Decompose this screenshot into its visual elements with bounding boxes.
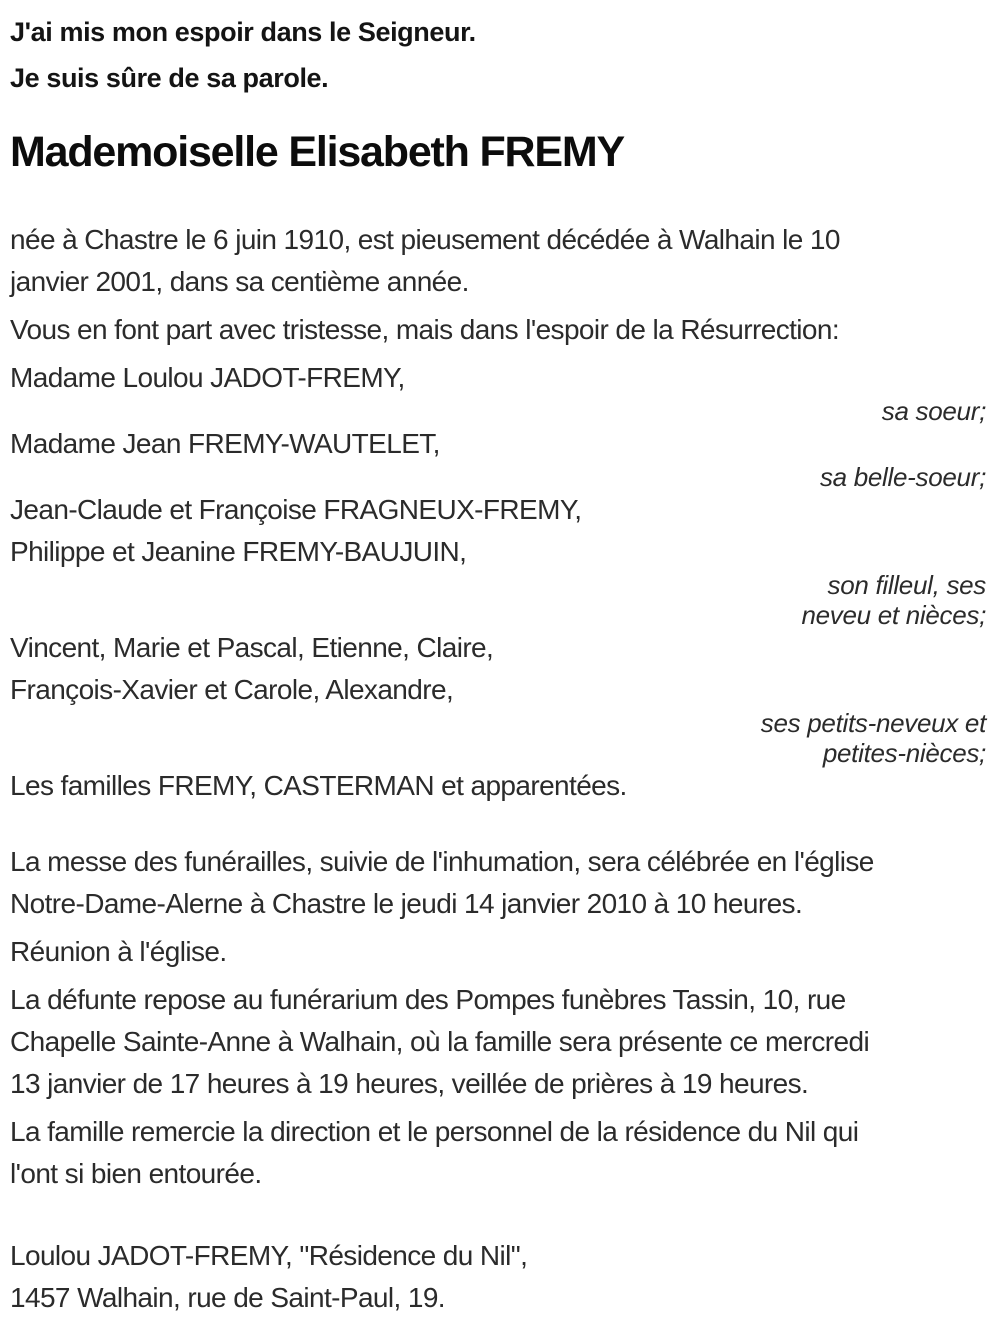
mourner-relation: son filleul, ses [827,570,986,600]
mourner-name: Philippe et Jeanine FREMY-BAUJUIN, [10,536,467,567]
section-gap [10,807,986,841]
thanks-line-2: l'ont si bien entourée. [10,1158,262,1189]
meeting-line: Réunion à l'église. [10,936,227,967]
epigraph-line-2: Je suis sûre de sa parole. [10,63,329,93]
intro-paragraph [10,219,986,303]
intro-line-2: janvier 2001, dans sa centième année. [10,266,469,297]
mourner-name: Madame Jean FREMY-WAUTELET, [10,428,440,459]
epigraph-line-1: J'ai mis mon espoir dans le Seigneur. [10,17,476,47]
mourner-name: Les familles FREMY, CASTERMAN et apparentées. [10,770,627,801]
mourner-group-families [10,765,986,807]
contact-line-1: Loulou JADOT-FREMY, "Résidence du Nil", [10,1240,528,1271]
mourner-group-nephew-nieces [10,489,986,633]
repose-line-3: 13 janvier de 17 heures à 19 heures, veillée de prières à 19 heures. [10,1068,809,1099]
funeral-paragraph [10,841,986,925]
mourner-group-sister-in-law [10,423,986,495]
repose-paragraph [10,979,986,1105]
mourner-group-sister [10,357,986,429]
section-gap [10,1201,986,1235]
mourner-relation: sa belle-soeur; [819,462,986,492]
thanks-paragraph [10,1111,986,1195]
repose-line-2: Chapelle Sainte-Anne à Walhain, où la famille sera présente ce mercredi [10,1026,870,1057]
intro-line-1: née à Chastre le 6 juin 1910, est pieusement décédée à Walhain le 10 [10,224,840,255]
funeral-line-2: Notre-Dame-Alerne à Chastre le jeudi 14 janvier 2010 à 10 heures. [10,888,803,919]
contact-paragraph [10,1235,986,1319]
mourner-name: François-Xavier et Carole, Alexandre, [10,674,454,705]
meeting-paragraph [10,931,986,973]
contact-line-2: 1457 Walhain, rue de Saint-Paul, 19. [10,1282,445,1313]
funeral-line-1: La messe des funérailles, suivie de l'inhumation, sera célébrée en l'église [10,846,874,877]
announcement-line: Vous en font part avec tristesse, mais dans l'espoir de la Résurrection: [10,314,840,345]
mourner-relation: neveu et nièces; [801,600,986,630]
thanks-line-1: La famille remercie la direction et le personnel de la résidence du Nil qui [10,1116,859,1147]
mourner-name: Vincent, Marie et Pascal, Etienne, Claire, [10,632,494,663]
mourner-name: Jean-Claude et Françoise FRAGNEUX-FREMY, [10,494,582,525]
mourner-relation: ses petits-neveux et [760,708,986,738]
mourner-relation: sa soeur; [881,396,986,426]
announcement-paragraph [10,309,986,351]
repose-line-1: La défunte repose au funérarium des Pompes funèbres Tassin, 10, rue [10,984,846,1015]
mourner-name: Madame Loulou JADOT-FREMY, [10,362,405,393]
deceased-name-title: Mademoiselle Elisabeth FREMY [10,128,624,176]
mourner-relation: petites-nièces; [822,738,986,768]
mourner-group-grand-nephews-nieces [10,627,986,771]
